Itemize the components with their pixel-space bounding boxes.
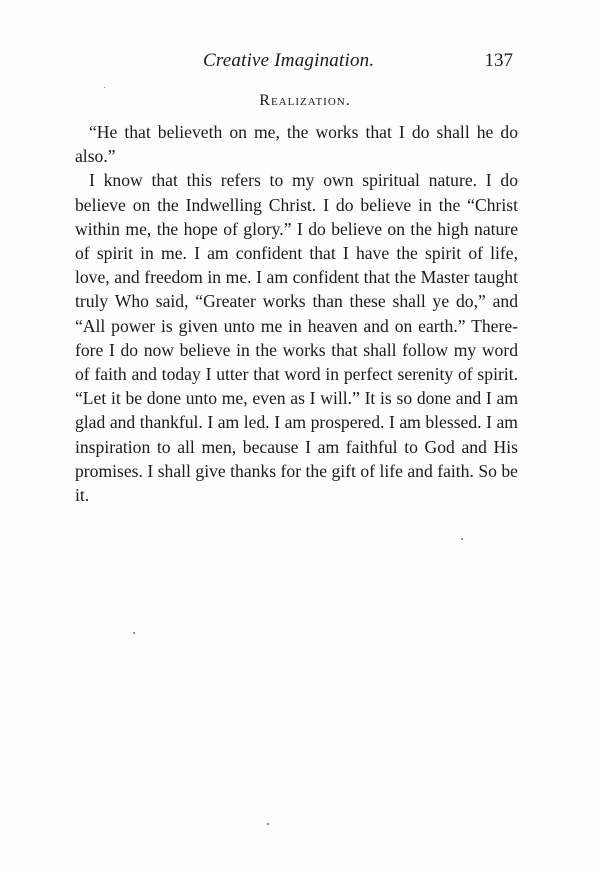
section-heading: Realization. xyxy=(259,92,351,109)
paper-speck xyxy=(104,87,105,88)
paper-speck xyxy=(133,632,135,634)
page-number: 137 xyxy=(484,50,513,71)
paragraph: I know that this refers to my own spiritual nature. I do believe on the Indwelling Christ. I do believe in the “Christ within me, the hope of glory.” I do believe on the high nature of spirit in me. I am confident that I have the spirit of life, love, and freedom in me. I am confident that the Master taught truly Who said, “Greater works than these shall ye do,” and “All power is given unto me in heaven and on earth.” Therefore I do now believe in the works that shall follow my word of faith and today I utter that word in perfect serenity of spirit. “Let it be done unto me, even as I will.” It is so done and I am glad and thankful. I am led. I am prospered. I am blessed. I am inspiration to all men, because I am faithful to God and His promises. I shall give thanks for the gift of life and faith. So be it. xyxy=(75,170,518,506)
running-head xyxy=(75,50,523,74)
paper-speck xyxy=(267,823,269,825)
paragraph: “He that believeth on me, the works that I do shall he do also.” xyxy=(75,122,518,167)
running-title: Creative Imagination. xyxy=(203,50,375,71)
paper-speck xyxy=(461,538,463,540)
body-text xyxy=(75,120,518,507)
